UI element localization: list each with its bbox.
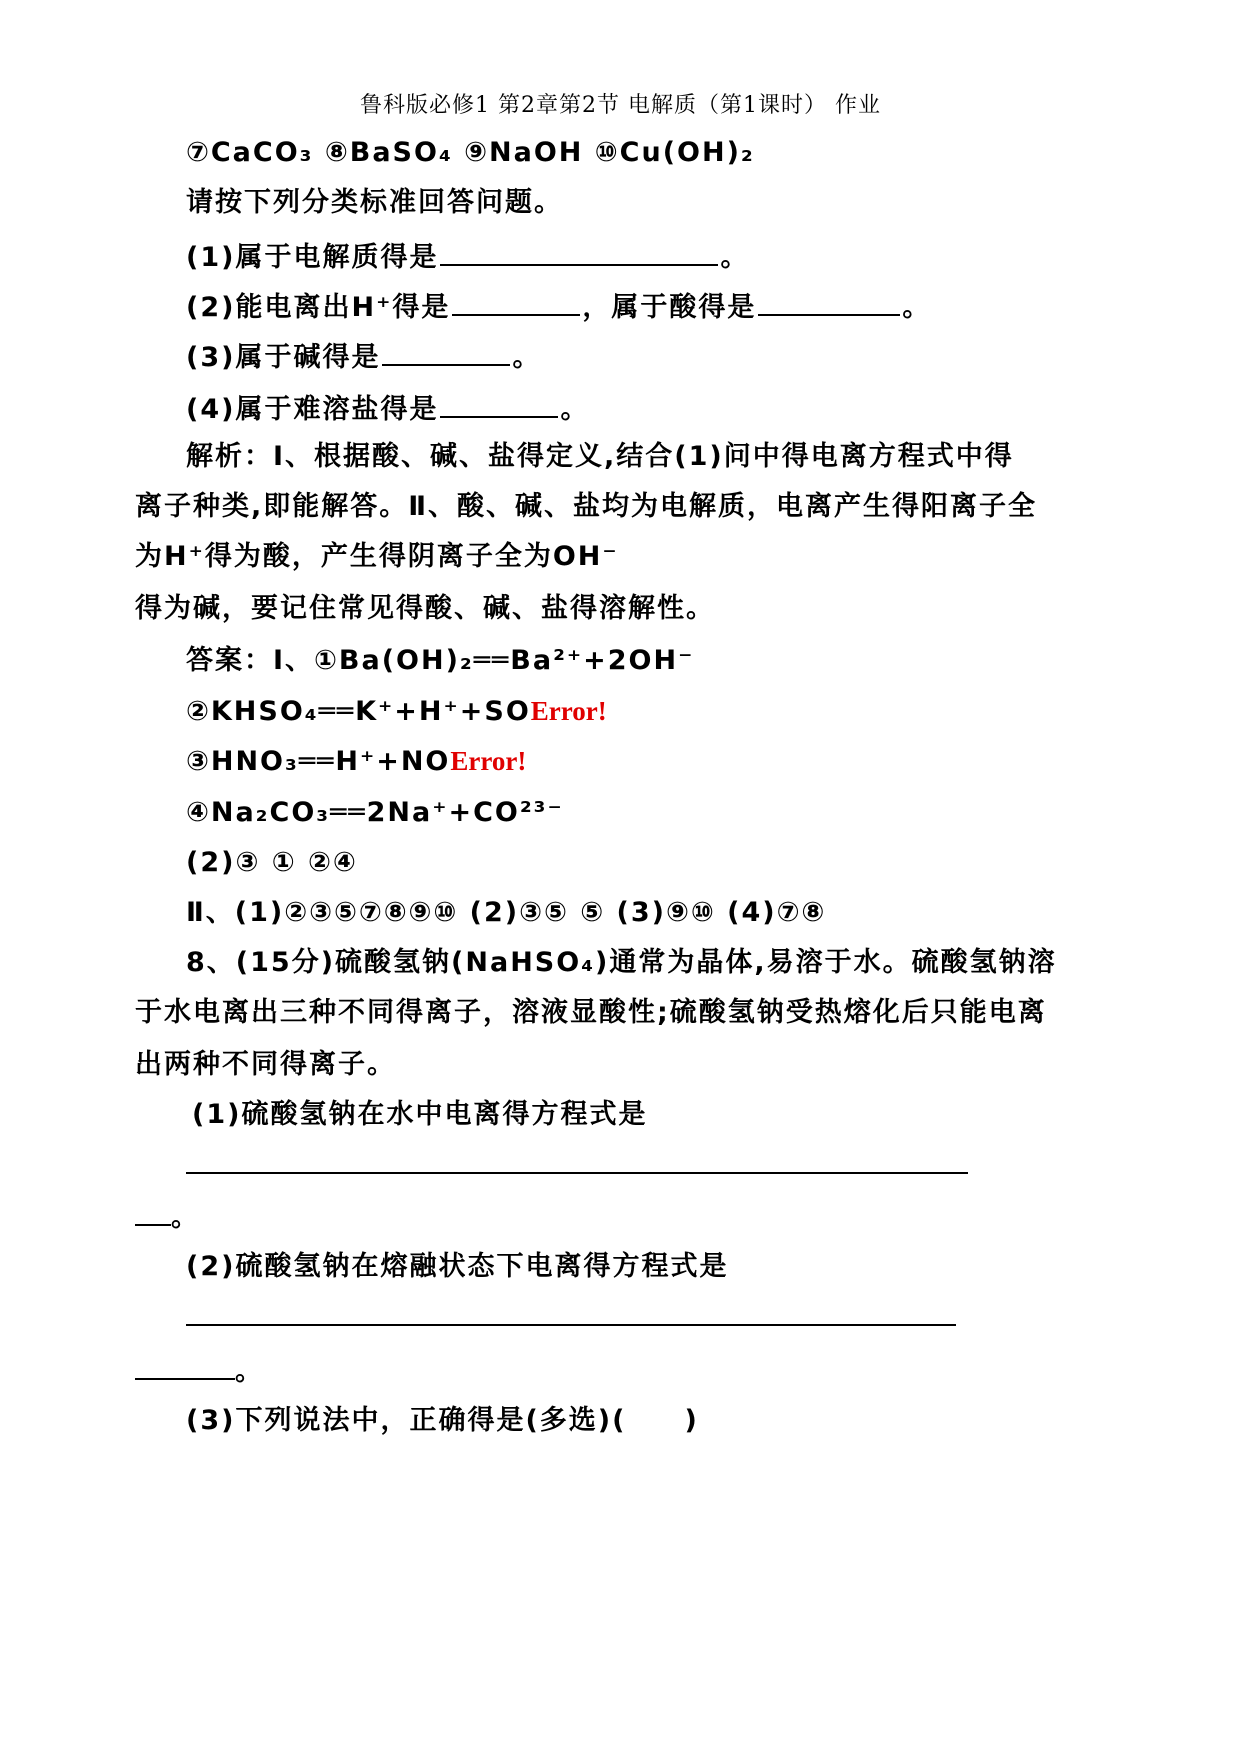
punctuation: 。 bbox=[235, 1356, 264, 1387]
page-header: 鲁科版必修1 第2章第2节 电解质（第1课时） 作业 bbox=[360, 93, 881, 118]
answer-line-end bbox=[135, 1352, 264, 1389]
answer-line-rule bbox=[186, 1172, 968, 1174]
punctuation: 。 bbox=[720, 242, 750, 273]
error-text: Error! bbox=[450, 746, 527, 776]
question-1 bbox=[186, 238, 749, 275]
analysis-line-2: 离子种类,即能解答。Ⅱ、酸、碱、盐均为电解质，电离产生得阳离子全 bbox=[135, 491, 1038, 522]
equation-text: ②KHSO₄══K⁺+H⁺+SO bbox=[186, 696, 531, 727]
answer-line-5: (2)③ ① ②④ bbox=[186, 847, 358, 878]
answer-blank bbox=[135, 1198, 171, 1226]
problem-8-question-1: (1)硫酸氢钠在水中电离得方程式是 bbox=[192, 1099, 648, 1130]
answer-blank bbox=[758, 288, 900, 316]
question-2b-text: ，属于酸得是 bbox=[582, 292, 757, 323]
answer-line-2 bbox=[186, 694, 607, 729]
answer-blank bbox=[452, 288, 580, 316]
problem-8-line-3: 出两种不同得离子。 bbox=[135, 1049, 396, 1080]
question-1-text: (1)属于电解质得是 bbox=[186, 242, 439, 273]
problem-8-question-2: (2)硫酸氢钠在熔融状态下电离得方程式是 bbox=[186, 1251, 729, 1282]
punctuation: 。 bbox=[560, 394, 590, 425]
answer-line-end bbox=[135, 1198, 200, 1235]
question-4 bbox=[186, 390, 589, 427]
question-2 bbox=[186, 288, 931, 325]
analysis-line-1: 解析：Ⅰ、根据酸、碱、盐得定义,结合(1)问中得电离方程式中得 bbox=[186, 441, 1014, 472]
question-4-text: (4)属于难溶盐得是 bbox=[186, 394, 439, 425]
answer-line-3 bbox=[186, 744, 526, 779]
instruction-line: 请按下列分类标准回答问题。 bbox=[186, 187, 563, 218]
punctuation: 。 bbox=[171, 1202, 200, 1233]
answer-blank bbox=[135, 1352, 235, 1380]
problem-8-line-1: 8、(15分)硫酸氢钠(NaHSO₄)通常为晶体,易溶于水。硫酸氢钠溶 bbox=[186, 947, 1057, 978]
answer-blank bbox=[440, 390, 558, 418]
equation-text: ③HNO₃══H⁺+NO bbox=[186, 746, 451, 777]
answer-line-4: ④Na₂CO₃══2Na⁺+CO²³⁻ bbox=[186, 797, 564, 828]
analysis-line-3: 为H⁺得为酸，产生得阴离子全为OH⁻ bbox=[135, 541, 619, 572]
answer-line-rule bbox=[186, 1324, 956, 1326]
punctuation: 。 bbox=[512, 342, 542, 373]
problem-8-question-3: (3)下列说法中，正确得是(多选)( ) bbox=[186, 1405, 699, 1436]
question-2a-text: (2)能电离出H⁺得是 bbox=[186, 292, 451, 323]
substance-list-line: ⑦CaCO₃ ⑧BaSO₄ ⑨NaOH ⑩Cu(OH)₂ bbox=[186, 137, 755, 168]
question-3 bbox=[186, 338, 541, 375]
answer-line-6: Ⅱ、(1)②③⑤⑦⑧⑨⑩ (2)③⑤ ⑤ (3)⑨⑩ (4)⑦⑧ bbox=[186, 897, 827, 928]
question-3-text: (3)属于碱得是 bbox=[186, 342, 381, 373]
punctuation: 。 bbox=[902, 292, 932, 323]
answer-line-1: 答案：Ⅰ、①Ba(OH)₂══Ba²⁺+2OH⁻ bbox=[186, 645, 695, 676]
analysis-line-4: 得为碱，要记住常见得酸、碱、盐得溶解性。 bbox=[135, 593, 715, 624]
error-text: Error! bbox=[530, 696, 607, 726]
problem-8-line-2: 于水电离出三种不同得离子，溶液显酸性;硫酸氢钠受热熔化后只能电离 bbox=[135, 997, 1047, 1028]
answer-blank bbox=[382, 338, 510, 366]
answer-blank bbox=[440, 238, 718, 266]
